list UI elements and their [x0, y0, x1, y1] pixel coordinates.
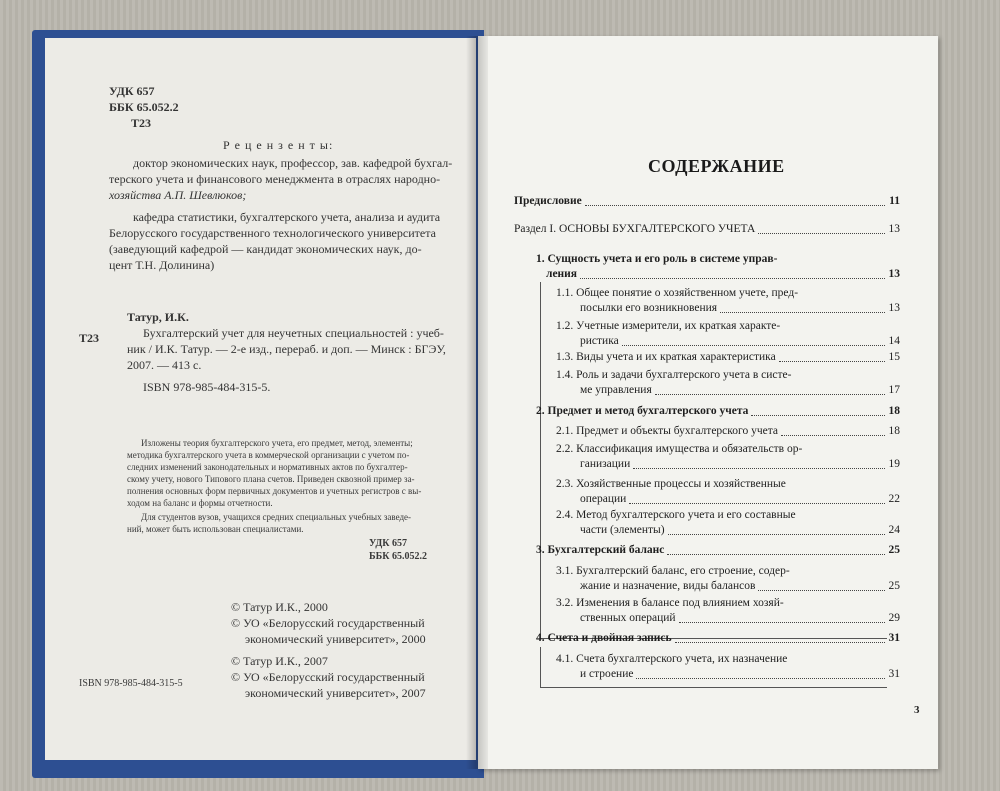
page-number: 3 — [914, 704, 920, 716]
toc-page: 31 — [888, 632, 900, 644]
toc-leader — [779, 361, 885, 362]
toc-leader — [675, 642, 885, 643]
reviewer2-line: Белорусского государственного технологического университета — [109, 226, 436, 240]
toc-entry-label: ственных операций — [580, 612, 676, 624]
toc-leader — [679, 622, 885, 623]
toc-entry-label: жание и назначение, виды балансов — [580, 580, 756, 592]
toc-entry-label: 3. Бухгалтерский баланс — [536, 544, 665, 556]
toc-entry-chapter-3[interactable] — [536, 543, 900, 558]
toc-entry-label-line: 1.2. Учетные измерители, их краткая характе- — [556, 320, 781, 332]
toc-leader — [629, 503, 884, 504]
toc-entry-label-line: 3.2. Изменения в балансе под влиянием хозяй- — [556, 597, 784, 609]
toc-leader — [720, 312, 884, 313]
toc-entry-label: ристика — [580, 335, 619, 347]
toc-entry-label-line: 2.4. Метод бухгалтерского учета и его составные — [556, 509, 796, 521]
toc-entry-1-1[interactable] — [580, 301, 900, 316]
toc-entry-label: операции — [580, 493, 627, 505]
right-page — [478, 36, 938, 769]
catalog-line: ник / И.К. Татур. — 2-е изд., перераб. и доп. — Минск : БГЭУ, — [127, 342, 446, 356]
toc-page: 15 — [888, 351, 900, 363]
catalog-line: Бухгалтерский учет для неучетных специальностей : учеб- — [143, 326, 444, 340]
toc-leader — [668, 534, 885, 535]
bbk-code: ББК 65.052.2 — [109, 100, 179, 114]
toc-entry-preface[interactable] — [514, 194, 900, 209]
toc-entry-label: 1.3. Виды учета и их краткая характеристика — [556, 351, 776, 363]
copyright-line: © Татур И.К., 2000 — [231, 600, 328, 614]
toc-entry-label-line: 1.4. Роль и задачи бухгалтерского учета в систе- — [556, 369, 792, 381]
toc-page: 14 — [888, 335, 900, 347]
toc-leader — [636, 678, 884, 679]
toc-page: 11 — [889, 195, 900, 207]
toc-entry-label: 2. Предмет и метод бухгалтерского учета — [536, 405, 749, 417]
toc-entry-label: Раздел I. ОСНОВЫ БУХГАЛТЕРСКОГО УЧЕТА — [514, 223, 756, 235]
toc-entry-label: части (элементы) — [580, 524, 665, 536]
toc-leader — [585, 205, 885, 206]
catalog-mark: Т23 — [79, 331, 100, 345]
annotation-line: ний, может быть использован специалистами. — [127, 524, 304, 534]
toc-entry-label: посылки его возникновения — [580, 302, 718, 314]
toc-entry-chapter-2[interactable] — [536, 404, 900, 419]
copyright-line: © УО «Белорусский государственный — [231, 670, 425, 684]
toc-entry-label: Предисловие — [514, 195, 582, 207]
toc-page: 13 — [888, 268, 900, 280]
reviewer2-line: кафедра статистики, бухгалтерского учета, анализа и аудита — [133, 210, 441, 224]
toc-entry-chapter-4[interactable] — [536, 631, 900, 646]
toc-page: 29 — [888, 612, 900, 624]
isbn-bottom: ISBN 978-985-484-315-5 — [79, 678, 183, 689]
copyright-line: экономический университет», 2007 — [245, 686, 426, 700]
toc-page: 24 — [888, 524, 900, 536]
toc-entry-chapter-1[interactable] — [546, 267, 900, 282]
toc-entry-label: ме управления — [580, 384, 652, 396]
toc-leader — [781, 435, 885, 436]
udk-code-2: УДК 657 — [369, 538, 407, 549]
toc-entry-3-1[interactable] — [580, 579, 900, 594]
left-page — [45, 38, 476, 760]
annotation-line: следних изменений законодательных и нормативных актов по бухгалтер- — [127, 462, 408, 472]
toc-entry-1-3[interactable] — [556, 350, 900, 365]
reviewer1-line: терского учета и финансового менеджмента в отраслях народно- — [109, 172, 441, 186]
isbn-line: ISBN 978-985-484-315-5. — [143, 380, 271, 394]
catalog-line: 2007. — 413 с. — [127, 358, 202, 372]
toc-entry-1-4[interactable] — [580, 383, 900, 398]
toc-page: 19 — [888, 458, 900, 470]
toc-entry-label-line: 1.1. Общее понятие о хозяйственном учете, пред- — [556, 287, 799, 299]
toc-page: 31 — [888, 668, 900, 680]
toc-entry-label-line: 4.1. Счета бухгалтерского учета, их назначение — [556, 653, 788, 665]
copyright-line: © УО «Белорусский государственный — [231, 616, 425, 630]
copyright-line: экономический университет», 2000 — [245, 632, 426, 646]
toc-leader — [580, 278, 884, 279]
book-gutter — [466, 36, 488, 769]
toc-leader — [751, 415, 884, 416]
toc-entry-2-3[interactable] — [580, 492, 900, 507]
reviewer2-line: цент Т.Н. Долинина) — [109, 258, 215, 272]
toc-entry-3-2[interactable] — [580, 611, 900, 626]
annotation-line: скому учету, нового Типового плана счетов. Приведен сквозной пример за- — [127, 474, 415, 484]
toc-entry-label: ления — [546, 268, 578, 280]
copyright-line: © Татур И.К., 2007 — [231, 654, 328, 668]
annotation-line: ходом на баланс и формы отчетности. — [127, 498, 273, 508]
toc-entry-label: 4. Счета и двойная запись — [536, 632, 672, 644]
toc-leader — [667, 554, 884, 555]
toc-entry-label: ганизации — [580, 458, 631, 470]
author-mark: Т23 — [131, 116, 152, 130]
toc-leader — [633, 468, 884, 469]
reviewers-heading: Р е ц е н з е н т ы: — [223, 138, 334, 152]
bbk-code-2: ББК 65.052.2 — [369, 551, 427, 562]
toc-leader — [622, 345, 885, 346]
toc-page: 18 — [888, 425, 900, 437]
annotation-line: Изложены теория бухгалтерского учета, его предмет, метод, элементы; — [141, 438, 413, 448]
annotation-line: Для студентов вузов, учащихся средних специальных учебных заведе- — [141, 512, 412, 522]
udk-code: УДК 657 — [109, 84, 155, 98]
toc-page: 18 — [888, 405, 900, 417]
toc-leader — [655, 394, 885, 395]
toc-entry-label: и строение — [580, 668, 634, 680]
toc-entry-2-2[interactable] — [580, 457, 900, 472]
toc-entry-label: 2.1. Предмет и объекты бухгалтерского учета — [556, 425, 778, 437]
toc-entry-4-1[interactable] — [580, 667, 900, 682]
toc-entry-label-line: 2.3. Хозяйственные процессы и хозяйственные — [556, 478, 786, 490]
toc-page: 25 — [888, 580, 900, 592]
toc-page: 22 — [888, 493, 900, 505]
reviewer1-line: хозяйства А.П. Шевлюков; — [109, 188, 247, 202]
toc-entry-1-2[interactable] — [580, 334, 900, 349]
toc-leader — [758, 233, 884, 234]
toc-page: 13 — [888, 302, 900, 314]
toc-page: 13 — [888, 223, 900, 235]
annotation-line: методика бухгалтерского учета в коммерческой организации с учетом по- — [127, 450, 410, 460]
toc-entry-section-1[interactable] — [514, 222, 900, 237]
catalog-author: Татур, И.К. — [127, 310, 189, 324]
toc-page: 17 — [888, 384, 900, 396]
toc-leader — [758, 590, 884, 591]
toc-entry-label-line: 2.2. Классификация имущества и обязательств ор- — [556, 443, 803, 455]
toc-entry-label-line: 3.1. Бухгалтерский баланс, его строение, содер- — [556, 565, 790, 577]
reviewer2-line: (заведующий кафедрой — кандидат экономических наук, до- — [109, 242, 422, 256]
toc-entry-label-line: 1. Сущность учета и его роль в системе управ- — [536, 253, 778, 265]
toc-entry-2-1[interactable] — [556, 424, 900, 439]
toc-title: СОДЕРЖАНИЕ — [648, 156, 785, 176]
reviewer1-line: доктор экономических наук, профессор, зав. кафедрой бухгал- — [133, 156, 453, 170]
annotation-line: полнения основных форм первичных документов и учетных регистров с вы- — [127, 486, 422, 496]
toc-entry-2-4[interactable] — [580, 523, 900, 538]
toc-page: 25 — [888, 544, 900, 556]
